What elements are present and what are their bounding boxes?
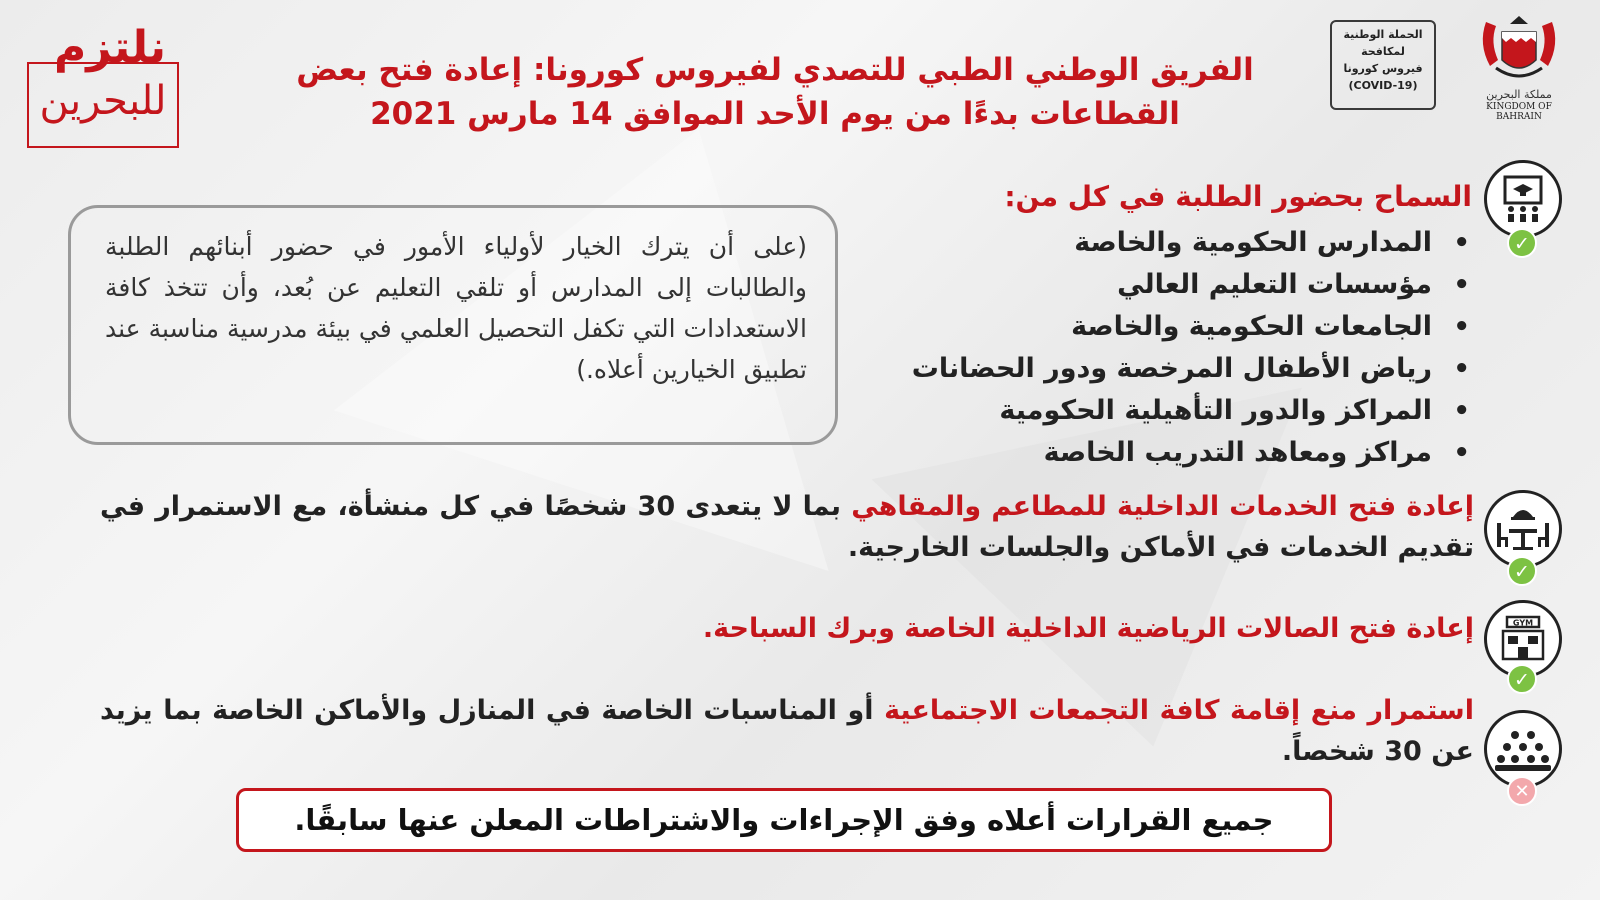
list-item: • الجامعات الحكومية والخاصة [860,306,1476,348]
section4-text [100,690,1474,772]
section2-text [100,486,1474,568]
slogan-logo [27,22,179,148]
campaign-line: لمكافحة [1361,45,1405,58]
list-item: • رياض الأطفال المرخصة ودور الحضانات [860,348,1476,390]
section2-body: بما لا يتعدى 30 شخصًا في كل منشأة، مع الاستمرار في تقديم الخدمات في الأماكن والجلسات الخارجية. [100,491,1474,563]
campaign-line: (COVID-19) [1348,79,1418,92]
note-text: (على أن يترك الخيار لأولياء الأمور في حضور أبنائهم الطلبة والطالبات إلى المدارس أو تلقي التعليم عن بُعد، وأن تتخذ كافة الاستعدادات التي تكفل التحصيل العلمي في بيئة مدرسية مناسبة عند تطبيق الخيارين أعلاه.) [105,232,807,384]
gym-label: GYM [1512,618,1534,628]
campaign-logo [1330,20,1436,110]
cross-icon: ✕ [1507,776,1537,806]
footer-banner: جميع القرارات أعلاه وفق الإجراءات والاشتراطات المعلن عنها سابقًا. [236,788,1332,852]
page-title [250,48,1300,136]
check-icon: ✓ [1507,664,1537,694]
list-item: • المراكز والدور التأهيلية الحكومية [860,390,1476,432]
section3-highlight: إعادة فتح الصالات الرياضية الداخلية الخاصة وبرك السباحة. [702,613,1474,644]
kingdom-name-arabic: مملكة البحرين [1486,88,1552,101]
section4-highlight: استمرار منع إقامة كافة التجمعات الاجتماعية [884,695,1474,726]
kingdom-name-english: KINGDOM OF BAHRAIN [1486,102,1552,122]
section2-highlight: إعادة فتح الخدمات الداخلية للمطاعم والمقاهي [851,491,1474,522]
slogan-line1: نلتزم [53,22,167,73]
note-box [68,205,838,445]
list-item: • مراكز ومعاهد التدريب الخاصة [860,432,1476,474]
campaign-line: فيروس كورونا [1343,62,1423,75]
list-item: • المدارس الحكومية والخاصة [860,222,1476,264]
title-line1: الفريق الوطني الطبي للتصدي لفيروس كورونا: إعادة فتح بعض [296,52,1254,88]
check-icon: ✓ [1507,228,1537,258]
section3-text [100,608,1474,649]
section1-list [860,222,1476,474]
check-icon: ✓ [1507,556,1537,586]
section1-heading: السماح بحضور الطلبة في كل من: [1004,180,1472,213]
title-line2: القطاعات بدءًا من يوم الأحد الموافق 14 مارس 2021 [370,96,1180,132]
school-icon [1484,160,1562,238]
kingdom-emblem [1466,14,1572,122]
slogan-line2: للبحرين [39,78,167,124]
emblem-icon [1466,14,1572,90]
campaign-line: الحملة الوطنية [1343,28,1423,41]
section4-body: أو المناسبات الخاصة في المنازل والأماكن الخاصة بما يزيد عن 30 شخصاً. [100,695,1474,767]
list-item: • مؤسسات التعليم العالي [860,264,1476,306]
